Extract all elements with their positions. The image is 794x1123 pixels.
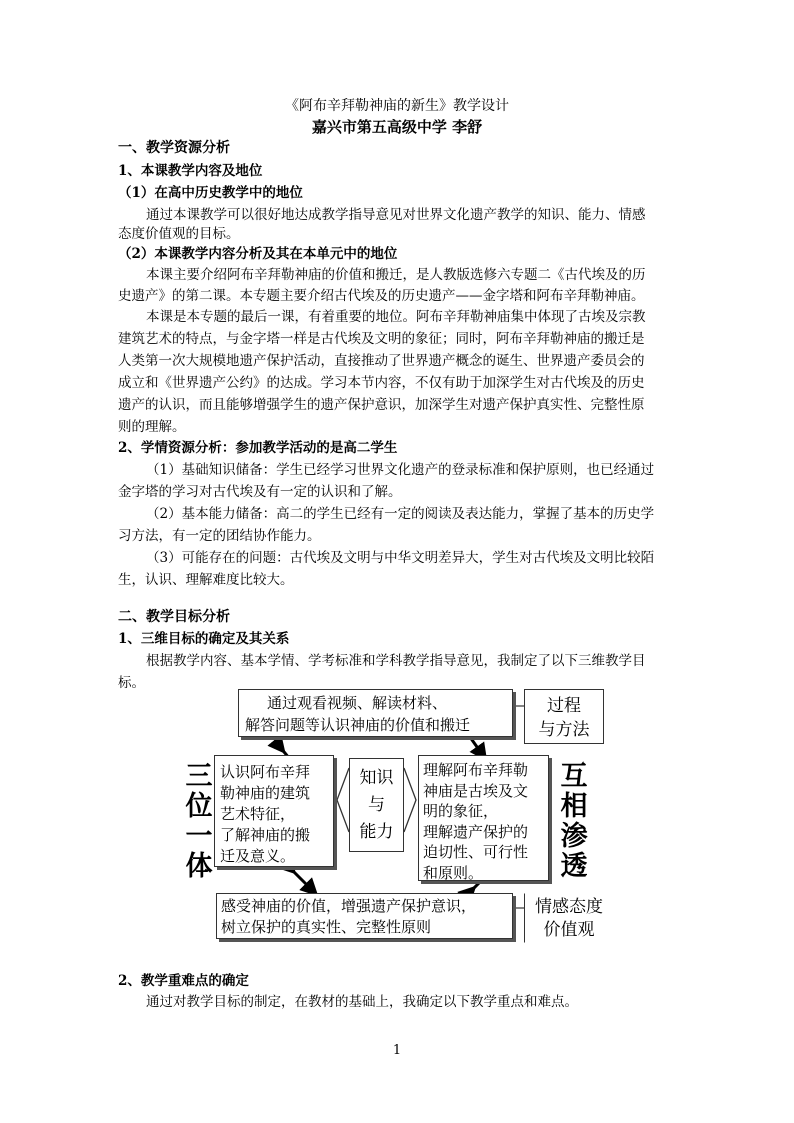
emotion-text-line: 感受神庙的价值，增强遗产保护意识， [221,897,477,915]
understanding-text-line: 和原则。 [423,863,484,882]
paragraph-line: 生，认识、理解难度比较大。 [118,572,294,588]
knowledge-text-line: 艺术特征， [220,805,296,823]
process-text-line: 解答问题等认识神庙的价值和搬迁 [245,716,471,734]
understanding-text-line: 迫切性、可行性 [423,843,529,861]
knowledge-text-line: 勒神庙的建筑 [220,784,311,802]
three-in-one-label [183,762,215,882]
big-char: 三 [185,761,213,792]
knowledge-ability-label [349,758,404,852]
knowledge-text-line: 迁及意义。 [220,847,296,865]
paragraph-line: 本课是本专题的最后一课，有着重要的地位。阿布辛拜勒神庙集中体现了古埃及宗教 [146,309,646,325]
big-char: 位 [185,791,213,822]
big-char: 透 [560,851,588,882]
chevron-right-icon [404,768,416,832]
paragraph-line: （1）基础知识储备：学生已经学习世界文化遗产的登录标准和保护原则，也已经通过 [146,462,655,478]
paragraph-line: 建筑艺术的特点，与金字塔一样是古代埃及文明的象征；同时，阿布辛拜勒神庙的搬迁是 [118,331,645,347]
paragraph-line: 通过对教学目标的制定，在教材的基础上，我确定以下教学重点和难点。 [146,994,578,1010]
big-char: 一 [185,821,213,852]
arrow-bottom-left [290,868,312,890]
paragraph-line: 遗产的认识，而且能够增强学生的遗产保护意识，加深学生对遗产保护真实性、完整性原 [118,397,645,413]
big-char: 体 [185,851,213,882]
emotion-value-box [216,893,513,939]
label-line: 知识 [359,768,394,788]
mutual-penetration-label [558,762,590,882]
subheading-2-2: 2、教学重难点的确定 [118,973,249,989]
subheading-2-1: 1、三维目标的确定及其关系 [118,631,290,647]
knowledge-text-line: 了解神庙的搬 [220,826,311,844]
big-char: 渗 [560,821,588,852]
subheading-1-1: 1、本课教学内容及地位 [118,163,263,179]
page-number: 1 [392,1043,402,1058]
subheading-1-1a: （1）在高中历史教学中的地位 [118,185,303,201]
label-line: 价值观 [543,920,595,940]
label-line: 与 [368,795,385,815]
paragraph-line: （3）可能存在的问题：古代埃及文明与中华文明差异大，学生对古代埃及文明比较陌 [146,550,655,566]
paragraph-line: 通过本课教学可以很好地达成教学指导意见对世界文化遗产教学的知识、能力、情感 [146,207,646,223]
understanding-text-line: 神庙是古埃及文 [423,781,529,800]
understanding-text-line: 明的象征， [423,802,499,820]
big-char: 相 [560,791,588,822]
process-method-label [524,689,604,744]
big-char: 互 [560,761,588,792]
knowledge-text-line: 认识阿布辛拜 [220,763,311,781]
emotion-value-label [524,893,614,943]
paragraph-line: 成立和《世界遗产公约》的达成。学习本节内容，不仅有助于加深学生对古代埃及的历史 [118,375,645,391]
paragraph-line: 金字塔的学习对古代埃及有一定的认识和了解。 [118,484,402,500]
section-heading-1: 一、教学资源分析 [118,140,230,156]
knowledge-box [214,755,334,867]
understanding-text-line: 理解阿布辛拜勒 [423,761,529,779]
document-title: 《阿布辛拜勒神庙的新生》教学设计 [285,98,509,114]
author-line: 嘉兴市第五高级中学 李舒 [311,118,483,136]
label-line: 情感态度 [535,897,603,917]
paragraph-line: 根据教学内容、基本学情、学考标准和学科教学指导意见，我制定了以下三维教学目 [146,653,646,669]
subheading-1-1b: （2）本课教学内容分析及其在本单元中的地位 [118,246,398,262]
process-method-box [238,689,513,737]
emotion-text-line: 树立保护的真实性、完整性原则 [221,918,432,936]
subheading-1-2: 2、学情资源分析：参加教学活动的是高二学生 [118,440,398,456]
paragraph-line: 标。 [118,675,145,691]
understanding-text-line: 理解遗产保护的 [423,822,529,841]
paragraph-line: 则的理解。 [118,419,186,435]
label-line: 能力 [359,822,394,842]
understanding-box [418,755,549,881]
label-line: 过程 [547,696,581,716]
paragraph-line: 人类第一次大规模地遗产保护活动，直接推动了世界遗产概念的诞生、世界遗产委员会的 [118,353,645,369]
paragraph-line: 本课主要介绍阿布辛拜勒神庙的价值和搬迁，是人教版选修六专题二《古代埃及的历 [146,267,646,283]
label-line: 与方法 [538,720,590,740]
process-text-line: 通过观看视频、解读材料、 [267,694,448,712]
paragraph-line: 史遗产》的第二课。本专题主要介绍古代埃及的历史遗产——金字塔和阿布辛拜勒神庙。 [118,288,645,304]
chevron-left-icon [337,768,349,832]
section-heading-2: 二、教学目标分析 [118,609,230,625]
paragraph-line: 态度价值观的目标。 [118,226,240,242]
paragraph-line: 习方法，有一定的团结协作能力。 [118,528,321,544]
paragraph-line: （2）基本能力储备：高二的学生已经有一定的阅读及表达能力，掌握了基本的历史学 [146,506,655,522]
